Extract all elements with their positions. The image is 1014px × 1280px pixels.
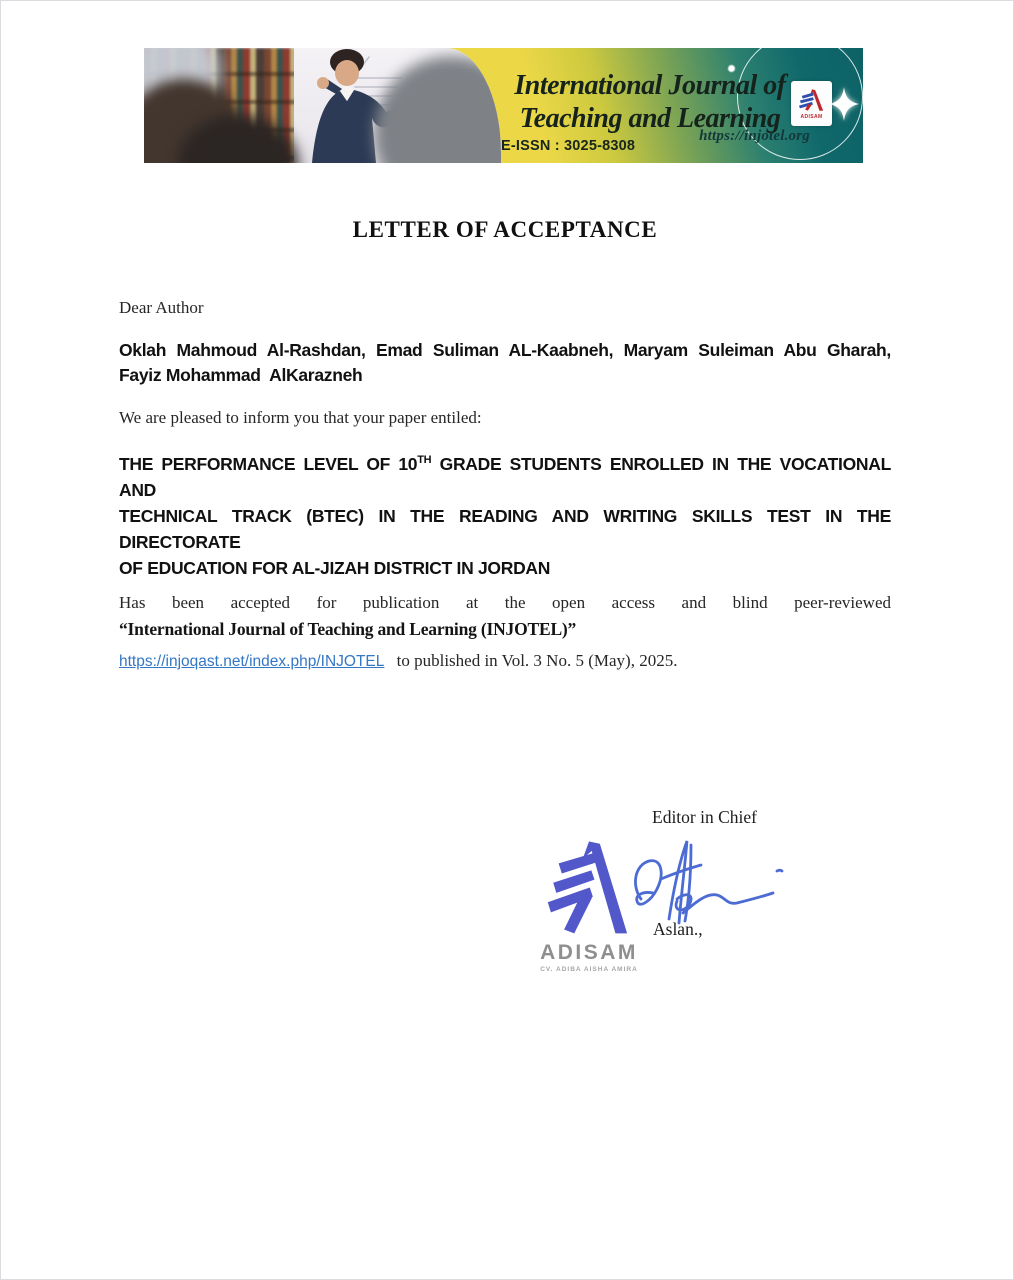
author-names bbox=[119, 338, 891, 388]
paper-title-line1: THE PERFORMANCE LEVEL OF 10TH GRADE STUDENTS ENROLLED IN THE VOCATIONAL AND bbox=[119, 453, 891, 500]
author-names-line2: Fayiz Mohammad AlKarazneh bbox=[119, 365, 363, 385]
journal-banner bbox=[144, 48, 863, 163]
adisam-logo-small-icon bbox=[799, 88, 825, 113]
editor-in-chief-label: Editor in Chief bbox=[652, 807, 757, 827]
editor-signature bbox=[625, 835, 789, 947]
banner-photo bbox=[144, 48, 501, 163]
paper-title-line3: OF EDUCATION FOR AL-JIZAH DISTRICT IN JORDAN bbox=[119, 557, 551, 578]
editor-name: Aslan., bbox=[653, 919, 703, 939]
salutation: Dear Author bbox=[119, 298, 204, 317]
adisam-logo-small bbox=[791, 81, 832, 126]
adisam-logo-small-label: ADISAM bbox=[800, 113, 823, 120]
letter-heading: LETTER OF ACCEPTANCE bbox=[352, 217, 658, 242]
sparkle-icon bbox=[829, 87, 859, 121]
journal-title-line1: International Journal of bbox=[514, 70, 786, 101]
paper-title bbox=[119, 447, 891, 581]
journal-title bbox=[512, 69, 788, 135]
journal-website: https://injotel.org bbox=[699, 128, 810, 144]
journal-link[interactable]: https://injoqast.net/index.php/INJOTEL bbox=[119, 653, 385, 670]
paper-title-line2: TECHNICAL TRACK (BTEC) IN THE READING AND WRITING SKILLS TEST IN THE DIRECTORATE bbox=[119, 505, 891, 552]
publication-details: to published in Vol. 3 No. 5 (May), 2025. bbox=[392, 651, 678, 670]
journal-eissn: E-ISSN : 3025-8308 bbox=[501, 138, 636, 154]
adisam-logo-large-label: ADISAM bbox=[540, 941, 638, 964]
acceptance-text: Has been accepted for publication at the open access and blind peer-reviewed bbox=[119, 593, 891, 612]
acceptance-paragraph bbox=[119, 589, 891, 643]
publication-line bbox=[119, 651, 891, 671]
journal-title-line2: Teaching and Learning bbox=[519, 103, 781, 134]
author-names-line1: Oklah Mahmoud Al-Rashdan, Emad Suliman AL-Kaabneh, Maryam Suleiman Abu Gharah, bbox=[119, 340, 891, 360]
ordinal-superscript: TH bbox=[417, 454, 432, 466]
intro-sentence: We are pleased to inform you that your paper entiled: bbox=[119, 408, 482, 427]
adisam-logo-subtext: CV. ADIBA AISHA AMIRA bbox=[540, 966, 638, 973]
journal-name-bold: “International Journal of Teaching and Learning (INJOTEL)” bbox=[119, 619, 577, 639]
